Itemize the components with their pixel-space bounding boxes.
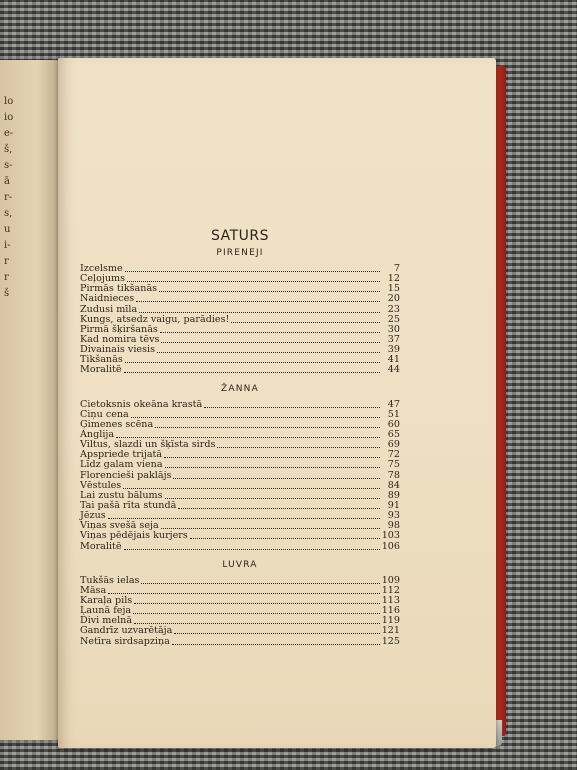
toc-entry-page-number: 89 — [387, 489, 400, 501]
toc-entry-title: Māsa — [80, 584, 107, 596]
toc-entry-page-number: 37 — [387, 333, 400, 345]
toc-entry-title: Netīra sirdsapziņa — [80, 635, 170, 647]
toc-entry-page-number: 7 — [393, 263, 400, 274]
toc-entry-title: Ceļojums — [80, 273, 126, 285]
left-page-text-fragment: r- — [4, 192, 13, 203]
toc-entry-title: Tukšās ielas — [80, 574, 140, 586]
toc-entry-title: Gandrīz uzvarētāja — [80, 625, 173, 637]
toc-entry — [80, 471, 400, 481]
toc-entry-page-number: 30 — [387, 323, 400, 335]
toc-entry — [80, 542, 400, 552]
toc-entry — [80, 626, 400, 636]
left-page-text-fragment: s- — [4, 160, 13, 171]
toc-entry-page-number: 98 — [387, 520, 400, 532]
toc-entry-title: Naidnieces — [80, 293, 135, 305]
toc-list — [80, 400, 400, 552]
toc-entry-page-number: 103 — [381, 530, 400, 542]
toc-entry-page-number: 47 — [387, 398, 400, 410]
dot-leader — [108, 592, 380, 594]
dot-leader — [157, 351, 380, 353]
toc-entry-title: Pirmās tikšanās — [80, 283, 158, 295]
dot-leader — [217, 446, 380, 448]
dot-leader — [139, 311, 380, 313]
toc-entry-title: Pirmā šķiršanās — [80, 323, 158, 335]
toc-entry-title: Līdz galam viena — [80, 459, 163, 471]
toc-entry-title: Kungs, atsedz vaigu, parādies! — [80, 313, 230, 325]
toc-entry-page-number: 119 — [381, 615, 400, 627]
left-page-text-fragment: i- — [4, 240, 11, 251]
toc-entry-page-number: 106 — [381, 540, 400, 552]
toc-entry — [80, 365, 400, 375]
toc-section — [80, 384, 400, 552]
toc-entry-title: Lai zustu bālums — [80, 489, 163, 501]
toc-entry-title: Vēstules — [80, 479, 122, 491]
toc-entry-page-number: 25 — [387, 313, 400, 325]
dot-leader — [165, 466, 380, 468]
dot-leader — [161, 341, 380, 343]
dot-leader — [125, 270, 380, 272]
dot-leader — [159, 290, 380, 292]
toc-entry-title: Zudusi mīla — [80, 303, 138, 315]
left-page-text-fragment: u — [4, 224, 11, 235]
dot-leader — [165, 497, 380, 499]
toc-entry-title: Viņas pēdējais kurjers — [80, 530, 188, 542]
toc-entry-title: Florencieši paklājs — [80, 469, 172, 481]
toc-entry-title: Kad nomira tēvs — [80, 333, 160, 345]
left-page-text-fragment: io — [4, 112, 14, 123]
toc-entry — [80, 531, 400, 541]
dot-leader — [190, 537, 380, 539]
toc-entry-page-number: 125 — [381, 635, 400, 647]
toc-entry-page-number: 75 — [387, 459, 400, 471]
toc-entry-page-number: 44 — [387, 364, 400, 376]
toc-entry-page-number: 15 — [387, 283, 400, 295]
toc-entry-title: Jēzus — [80, 510, 106, 522]
dot-leader — [174, 632, 379, 634]
toc-entry — [80, 264, 400, 274]
left-page-text-fragment: lo — [4, 96, 14, 107]
toc-entry — [80, 501, 400, 511]
toc-entry-page-number: 109 — [381, 574, 400, 586]
toc-entry-title: Divi melnā — [80, 615, 133, 627]
dot-leader — [231, 321, 380, 323]
dot-leader — [136, 300, 380, 302]
toc-entry-title: Divainais viesis — [80, 344, 155, 356]
left-page-text-fragment: š, — [4, 144, 13, 155]
toc-entry-title: Anglija — [80, 428, 115, 440]
toc-entry-page-number: 93 — [387, 510, 400, 522]
toc-entry-title: Viņas svešā seja — [80, 520, 159, 532]
dot-leader — [155, 426, 380, 428]
dot-leader — [133, 612, 380, 614]
left-page-text-fragment: ā — [4, 176, 10, 187]
dot-leader — [173, 477, 380, 479]
toc-entry-title: Tai pašā rīta stundā — [80, 499, 177, 511]
toc-entry-page-number: 23 — [387, 303, 400, 315]
toc-entry-page-number: 78 — [387, 469, 400, 481]
toc-entry-title: Viltus, slazdi un šķīsta sirds — [80, 439, 216, 451]
dot-leader — [161, 527, 380, 529]
dot-leader — [108, 517, 380, 519]
toc-entry-page-number: 20 — [387, 293, 400, 305]
toc-entry-page-number: 65 — [387, 428, 400, 440]
toc-entry-title: Ļaunā feja — [80, 605, 132, 617]
toc-entry-page-number: 112 — [381, 584, 400, 596]
toc-entry-page-number: 116 — [381, 605, 400, 617]
dot-leader — [124, 371, 380, 373]
dot-leader — [141, 582, 379, 584]
toc-section — [80, 248, 400, 376]
toc-entry-page-number: 113 — [381, 594, 400, 606]
toc-entry-title: Cietoksnis okeāna krastā — [80, 398, 203, 410]
dot-leader — [123, 487, 380, 489]
toc-entry-page-number: 121 — [381, 625, 400, 637]
toc-entry — [80, 345, 400, 355]
left-page-text-fragment: š — [4, 288, 10, 299]
toc-entry — [80, 637, 400, 647]
dot-leader — [125, 361, 380, 363]
toc-entry-title: Ciņu cena — [80, 408, 129, 420]
toc-entry-page-number: 69 — [387, 439, 400, 451]
toc-entry — [80, 355, 400, 365]
section-title: LUVRA — [222, 559, 258, 570]
toc-entry-title: Karaļa pils — [80, 594, 133, 606]
toc-entry — [80, 576, 400, 586]
toc-entry-title: Apspriede trijatā — [80, 449, 163, 461]
toc-entry-page-number: 41 — [387, 354, 400, 366]
toc-entry-title: Tikšanās — [80, 354, 123, 366]
table-of-contents — [80, 170, 400, 647]
dot-leader — [116, 436, 380, 438]
left-page — [0, 60, 62, 740]
toc-entry-page-number: 51 — [387, 408, 400, 420]
dot-leader — [204, 406, 380, 408]
dot-leader — [134, 622, 380, 624]
toc-entry-page-number: 12 — [387, 273, 400, 285]
dot-leader — [124, 548, 380, 550]
toc-entry-title: Moralitē — [80, 540, 122, 552]
dot-leader — [131, 416, 380, 418]
dot-leader — [164, 456, 380, 458]
dot-leader — [172, 643, 380, 645]
toc-entry-title: Izcelsme — [80, 263, 123, 274]
toc-entry-title: Moralitē — [80, 364, 122, 376]
dot-leader — [160, 331, 380, 333]
toc-entry-title: Ģimenes scēna — [80, 418, 154, 430]
toc-list — [80, 576, 400, 647]
dot-leader — [127, 280, 380, 282]
toc-entry-page-number: 91 — [387, 499, 400, 511]
section-title: ŽANNA — [221, 383, 259, 394]
toc-entry-page-number: 84 — [387, 479, 400, 491]
left-page-text-fragment: r — [4, 272, 9, 283]
toc-list — [80, 264, 400, 376]
left-page-text-fragment: r — [4, 256, 9, 267]
dot-leader — [134, 602, 379, 604]
toc-entry-page-number: 39 — [387, 344, 400, 356]
toc-entry — [80, 420, 400, 430]
toc-entry — [80, 460, 400, 470]
left-page-text-fragment: s, — [4, 208, 13, 219]
toc-title: SATURS — [210, 228, 270, 244]
dot-leader — [178, 507, 380, 509]
toc-entry-page-number: 60 — [387, 418, 400, 430]
section-title: PIRENEJI — [216, 248, 264, 258]
toc-section — [80, 560, 400, 647]
left-page-text-fragment: e- — [4, 128, 14, 139]
toc-entry-page-number: 72 — [387, 449, 400, 461]
